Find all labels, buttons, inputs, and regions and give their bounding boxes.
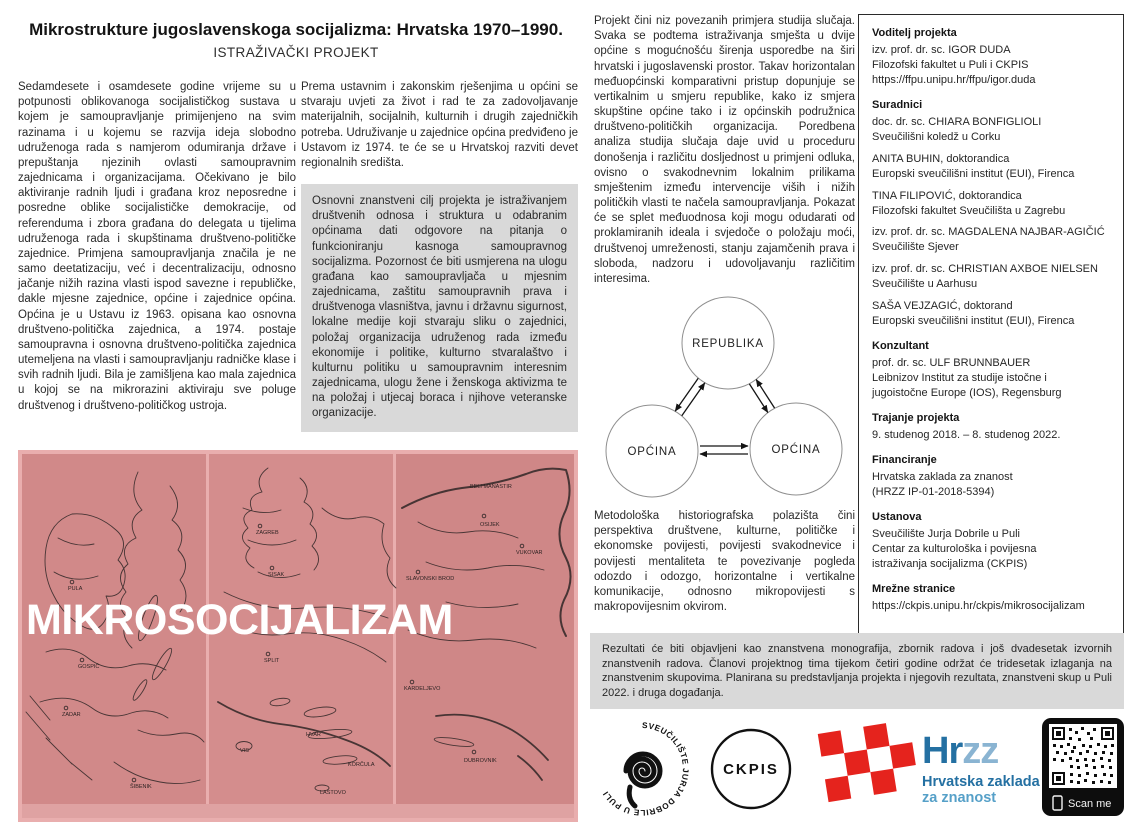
map-label: OSIJEK [480, 522, 500, 528]
results-box [590, 633, 1124, 709]
sidebar-section-funding [872, 453, 1110, 500]
sidebar-section-leader [872, 26, 1110, 88]
opcina-right-label: OPĆINA [771, 444, 820, 457]
opcina-left-label: OPĆINA [627, 446, 676, 459]
map-label: ZADAR [62, 712, 81, 718]
qr-scan-label: Scan me [1068, 798, 1112, 810]
project-goal-text: Osnovni znanstveni cilj projekta je istraživanjem društvenih odnosa i struktura u odabranim općinama dati odgovore na pitanja o funkcioniranju kasnoga samoupravnog socijalizma. Pozornost će biti usmjerena na ulogu građana kao samoupravljača u mjesnim zajednicama, zaštitu samoupravnih prava i društvenoga vlasništva, javnu i državnu sigurnost, lokalne medije koji stvaraju sliku o zajednici, položaj organizacija udruženog rada između ekonomije i politike, kulturno stvaralaštvo i kulturnu politiku u samoupravnim interesnim zajednicama, ulogu žene i ženskoga aktivizma te na položaj i utjecaj boraca i njihove veteranske organizacije. [312, 195, 567, 420]
intro-column-1 [18, 80, 296, 414]
map-label: DUBROVNIK [464, 758, 497, 764]
hrzz-subtitle-1: Hrvatska zaklada [922, 773, 1040, 790]
hrzz-checkerboard-icon [816, 723, 916, 815]
method-paragraph-2: Metodološka historiografska polazišta čini perspektiva društvene, kulturne, političke i ekonomske povijesti, povijesti svakodnevice i povijesti mentaliteta te povezivanje pogleda odozdo i odozgo, horizontalne i vertikalne komunikacije, odnosno mikropovijesti s makropovijesnim okvirom. [594, 510, 855, 614]
intro-paragraph-1: Sedamdesete i osamdesete godine vrijeme su u potpunosti oblikovanoga socijalističkog sustava u kojem je samoupravljanje primijenjeno na svim razinama i u kojemu se razvija ideja slobodno udruženoga rada s namjerom odumiranja države i prepuštanja njezinih ovlasti samoupravnim zajednicama i organizacijama. Očekivano je bilo aktiviranje radnih ljudi i građana kroz neposredne i posredne oblike socijalističke demokracije, od referenduma i zbora građana do delegata u tijelima udruženoga rada i skupštinama društveno-političke zajednice. Primjena samoupravljanja značila je ne samo deetatizaciju, već i decentralizaciju, odnosno jačanje nižih razina vlasti ispod savezne i republičke, dakle mjesne zajednice, općine i zajednice općina. Općina je u Ustavu iz 1963. opisana kao osnovna društveno-politička zajednica, a 1974. postaje samoupravna i osnovna društveno-politička zajednica utemeljena na vlasti i samoupravljanju radničke klase i svih radnih ljudi. Bila je zamišljena kao mala zajednica u kojoj se na mikrorazini aktiviraju sve poluge društvenog i društveno-političkog ustroja. [18, 81, 296, 412]
map-label: GOSPIĆ [78, 664, 100, 670]
section-heading: Suradnici [872, 98, 923, 111]
person-affiliation: Sveučilišni koledž u Corku [872, 130, 1001, 143]
sidebar-section-institution [872, 510, 1110, 572]
project-goal-box [301, 184, 578, 432]
sidebar-section-website [872, 582, 1110, 614]
person-name: prof. dr. sc. ULF BRUNNBAUER [872, 357, 1031, 370]
institution-name: Centar za kulturološka i povijesna [872, 542, 1037, 555]
map-label: KARDELJEVO [404, 686, 441, 692]
map-label: HVAR [306, 732, 321, 738]
map-label: SLAVONSKI BROD [406, 576, 455, 582]
map-label: KORČULA [348, 762, 375, 768]
hrzz-hr: Hr [922, 729, 963, 772]
republic-municipality-diagram [600, 291, 850, 503]
map-label: LASTOVO [320, 790, 346, 796]
republika-label: REPUBLIKA [691, 338, 764, 351]
institution-name: Sveučilište Jurja Dobrile u Puli [872, 527, 1020, 540]
spiral-tail [629, 787, 635, 806]
map-label: ŠIBENIK [130, 784, 152, 790]
university-pula-logo [590, 717, 694, 821]
sidebar-section-consultant [872, 339, 1110, 401]
website-link[interactable]: https://ckpis.unipu.hr/ckpis/mikrosocijalizam [872, 599, 1085, 612]
section-heading: Ustanova [872, 510, 922, 523]
results-text: Rezultati će biti objavljeni kao znanstvena monografija, zbornik radova i još dvadesetak izvornih znanstvenih radova. Članovi projektnog tima tijekom četiri godine održat će tridesetak izlaganja na znanstvenim skupovima. Planirana su predstavljanja projekta i njegovih rezultata, znanstveni skup u Puli 2022. i druga događanja. [602, 643, 1112, 699]
relation-diagram-graphic [600, 291, 850, 503]
institution-name: istraživanja socijalizma (CKPIS) [872, 557, 1028, 570]
ckpis-label: CKPIS [723, 761, 779, 778]
map-label: PULA [68, 586, 83, 592]
section-heading: Voditelj projekta [872, 27, 957, 39]
person-name: doc. dr. sc. CHIARA BONFIGLIOLI [872, 115, 1042, 128]
section-heading: Konzultant [872, 340, 929, 353]
page-subtitle: ISTRAŽIVAČKI PROJEKT [213, 45, 379, 60]
poster-header [0, 20, 592, 60]
logos-row [590, 716, 1124, 822]
person-affiliation: Sveučilište u Aarhusu [872, 278, 978, 291]
map-label: VUKOVAR [516, 550, 543, 556]
spiral-icon [626, 754, 660, 786]
map-label: VIS [240, 748, 249, 754]
page-title: Mikrostrukture jugoslavenskoga socijalizma: Hrvatska 1970–1990. [29, 20, 563, 39]
person-name: ANITA BUHIN, doktorandica [872, 152, 1010, 165]
municipalities-map [18, 450, 578, 822]
map-overlay-title: MIKROSOCIJALIZAM [26, 596, 453, 644]
section-heading: Financiranje [872, 453, 937, 466]
intro-column-2 [301, 80, 578, 432]
person-affiliation: Filozofski fakultet Sveučilišta u Zagrebu [872, 204, 1066, 217]
leader-url-link[interactable]: https://ffpu.unipu.hr/ffpu/igor.duda [872, 73, 1036, 86]
person-name: TINA FILIPOVIĆ, doktorandica [872, 189, 1022, 202]
section-heading: Trajanje projekta [872, 412, 960, 425]
grant-number: (HRZZ IP-01-2018-5394) [872, 485, 995, 498]
funder-name: Hrvatska zaklada za znanost [872, 470, 1013, 483]
person-name: izv. prof. dr. sc. IGOR DUDA [872, 43, 1011, 56]
hrzz-logo [922, 729, 1040, 806]
person-affiliation: Filozofski fakultet u Puli i CKPIS [872, 58, 1029, 71]
map-label: BELI MANASTIR [470, 484, 512, 490]
hrzz-subtitle-2: za znanost [922, 789, 997, 806]
section-heading: Mrežne stranice [872, 582, 956, 595]
person-affiliation: jugoistočne Europe (IOS), Regensburg [872, 387, 1062, 400]
project-duration: 9. studenog 2018. – 8. studenog 2022. [872, 428, 1061, 441]
project-info-panel [858, 14, 1124, 635]
sidebar-section-collaborators [872, 98, 1110, 329]
person-affiliation: Sveučilište Sjever [872, 241, 959, 254]
map-label: ZAGREB [256, 530, 279, 536]
ckpis-logo [708, 726, 794, 812]
person-affiliation: Europski sveučilišni institut (EUI), Firenca [872, 315, 1075, 328]
person-name: izv. prof. dr. sc. MAGDALENA NAJBAR-AGIČIĆ [872, 226, 1105, 239]
person-name: SAŠA VEJZAGIĆ, doktorand [872, 300, 1013, 313]
method-column [594, 14, 855, 615]
sidebar-section-duration [872, 411, 1110, 443]
intro-paragraph-2: Prema ustavnim i zakonskim rješenjima u općini se stvaraju uvjeti za život i rad te za zadovoljavanje materijalnih, socijalnih, kulturnih i drugih zajedničkih potreba. Udruživanje u zajednice općina predviđeno je Ustavom iz 1974. te će se u Hrvatskoj razviti devet regionalnih središta. [301, 81, 578, 169]
person-name: izv. prof. dr. sc. CHRISTIAN AXBOE NIELSEN [872, 263, 1098, 276]
qr-code [1042, 718, 1124, 820]
person-affiliation: Leibnizov Institut za studije istočne i [872, 372, 1047, 385]
hrzz-zz: zz [962, 729, 999, 772]
map-label: SPLIT [264, 658, 280, 664]
person-affiliation: Europski sveučilišni institut (EUI), Firenca [872, 167, 1075, 180]
university-ring-text: SVEUČILIŠTE JURJA DOBRILE U PULI [601, 720, 691, 818]
method-paragraph-1: Projekt čini niz povezanih primjera studija slučaja. Svaka se podtema istraživanja smješta u dvije općine s mogućnošću širenja usporedbe na širi hrvatski i jugoslavenski prostor. Takav horizontalan međuopćinski komparativni pristup dopunjuje se vertikalnim u smjeru republike, kako iz smjera skupštine općine tako i iz općinskih podružnica društveno-političkih organizacija. Poredbena analiza studija slučaja daje uvid u proceduru donošenja i različitu dosljednost u primjeni odluka, ovisno o svakodnevnim lokalnim prilikama smještenim između intervencije viših i nižih političkih vlasti te načela samoupravljanja. Pokazat će se splet međuodnosa koji mogu odudarati od proklamiranih ideala i svjedoče o položaju moći, društvenoj umreženosti, stanju zajamčenih prava i sloboda, nadzoru i udovoljavanju različitim interesima. [594, 15, 855, 285]
map-label: SISAK [268, 572, 285, 578]
hrzz-acronym [922, 729, 1040, 772]
